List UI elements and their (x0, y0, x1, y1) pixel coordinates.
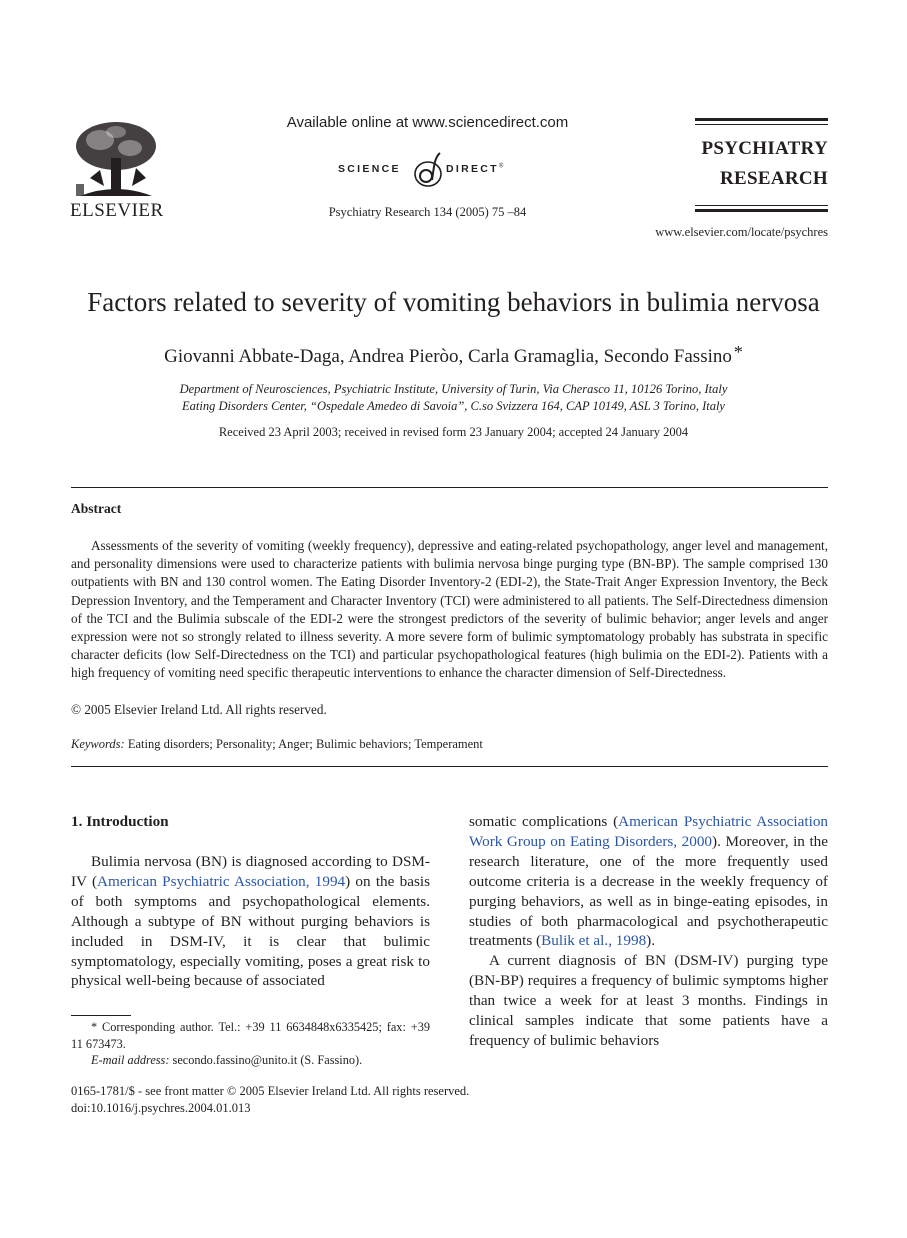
keywords (71, 737, 483, 752)
email-note (71, 1052, 430, 1069)
abstract-body (71, 537, 828, 683)
journal-rule (695, 124, 828, 125)
journal-rule (695, 209, 828, 212)
text-span: ). (646, 932, 656, 950)
paragraph: A current diagnosis of BN (DSM-IV) purging type (BN-BP) requires a frequency of bulimic symptoms higher than twice a week for at least 3 months. Findings in clinical samples indicate that some patients have a frequency of bulimic behaviors (469, 952, 828, 1049)
email-label: E-mail address: (91, 1053, 170, 1067)
abstract-heading: Abstract (71, 501, 122, 516)
sciencedirect-logo (300, 150, 560, 190)
affiliation-2: Eating Disorders Center, “Ospedale Amedeo di Savoia”, C.so Svizzera 164, CAP 10149, ASL 3 Torino, Italy (182, 399, 725, 413)
issn-line: 0165-1781/$ - see front matter © 2005 Elsevier Ireland Ltd. All rights reserved. (71, 1084, 470, 1098)
journal-rule (695, 118, 828, 121)
journal-title-line1: PSYCHIATRY (701, 138, 828, 159)
citation-link[interactable]: American Psychiatric Association, 1994 (97, 872, 346, 890)
divider (71, 766, 828, 767)
abstract-copyright: © 2005 Elsevier Ireland Ltd. All rights reserved. (71, 702, 327, 717)
doi-line[interactable]: doi:10.1016/j.psychres.2004.01.013 (71, 1100, 251, 1115)
authors-text: Giovanni Abbate-Daga, Andrea Pieròo, Carla Gramaglia, Secondo Fassino (164, 346, 732, 367)
journal-rule (695, 205, 828, 206)
body-column-right (469, 812, 828, 1051)
email-link[interactable]: secondo.fassino@unito.it (S. Fassino). (172, 1053, 363, 1067)
footnote-rule (71, 1015, 131, 1016)
available-online-text: Available online at www.sciencedirect.com (286, 114, 569, 131)
keywords-label: Keywords: (71, 737, 125, 751)
journal-title (695, 134, 828, 194)
journal-citation: Psychiatry Research 134 (2005) 75 –84 (328, 205, 527, 219)
journal-url-link[interactable]: www.elsevier.com/locate/psychres (655, 225, 828, 239)
body-column-left (71, 852, 430, 991)
sciencedirect-d-icon (410, 150, 446, 190)
paragraph (469, 812, 828, 951)
abstract-text: Assessments of the severity of vomiting (weekly frequency), depressive and eating-related psychopathology, anger level and management, and personality dimensions were used to characterize patients with bulimia nervosa binge purging type (BN-BP). The sample comprised 130 outpatients with BN and 130 control women. The Eating Disorder Inventory-2 (EDI-2), the State-Trait Anger Expression Inventory, the Beck Depression Inventory, and the Temperament and Character Inventory (TCI) were administered to all patients. The Self-Directedness dimension of the TCI and the Bulimia subscale of the EDI-2 were the strongest predictors of the severity of bulimic behavior; anger levels and anger expression were not so strongly related to illness severity. A more severe form of bulimic symptomatology probably has substrata in specific character deficits (low Self-Directedness on the TCI) and particular psychopathological features (high bulimia on the EDI-2). Patients with a high frequency of vomiting need specific therapeutic interventions to enhance the character dimension of Self-Directedness. (71, 538, 828, 681)
affiliation-1: Department of Neurosciences, Psychiatric Institute, University of Turin, Via Cherasco 11, 10126 Torino, Italy (179, 382, 728, 396)
corresponding-author-note: * Corresponding author. Tel.: +39 11 6634848x6335425; fax: +39 11 673473. (71, 1020, 430, 1051)
journal-title-block (695, 118, 828, 212)
citation-link[interactable]: Bulik et al., 1998 (541, 932, 647, 950)
article-title: Factors related to severity of vomiting behaviors in bulimia nervosa (87, 287, 820, 317)
text-span: Bulimia nervosa (BN) is diagnosed according to DSM-IV ( (71, 853, 430, 890)
sciencedirect-left-text: SCIENCE (338, 163, 401, 175)
keywords-list: Eating disorders; Personality; Anger; Bulimic behaviors; Temperament (127, 737, 483, 751)
text-span: ). Moreover, in the research literature, one of the more frequently used outcome criteria is a decrease in the weekly frequency of purging behaviors, as well as in binge-eating episodes, in studies of both pharmacological and psychotherapeutic treatments ( (469, 832, 828, 950)
publisher-name: ELSEVIER (70, 200, 164, 221)
paragraph (71, 852, 430, 991)
citation-link[interactable]: American Psychiatric Association Work Group on Eating Disorders, 2000 (469, 813, 829, 850)
section-heading-introduction: 1. Introduction (71, 813, 169, 830)
received-dates: Received 23 April 2003; received in revised form 23 January 2004; accepted 24 January 2004 (218, 425, 689, 439)
footnote (71, 1019, 430, 1069)
bottom-info (71, 1083, 469, 1116)
divider (71, 487, 828, 488)
sciencedirect-right-text: DIRECT® (446, 163, 506, 175)
author-list (40, 342, 867, 368)
corresponding-author-mark[interactable]: * (733, 342, 743, 362)
journal-title-line2: RESEARCH (720, 168, 828, 189)
text-span: somatic complications ( (469, 813, 619, 830)
elsevier-tree-icon (70, 118, 162, 200)
registered-mark: ® (498, 163, 506, 170)
text-span: ) on the basis of both symptoms and psychopathological elements. Although a subtype of BN without purging behaviors is included in DSM-IV, it is clear that bulimic symptomatology, especially vomiting, poses a great risk to physical well-being because of associated (71, 872, 430, 990)
elsevier-logo (70, 118, 162, 224)
